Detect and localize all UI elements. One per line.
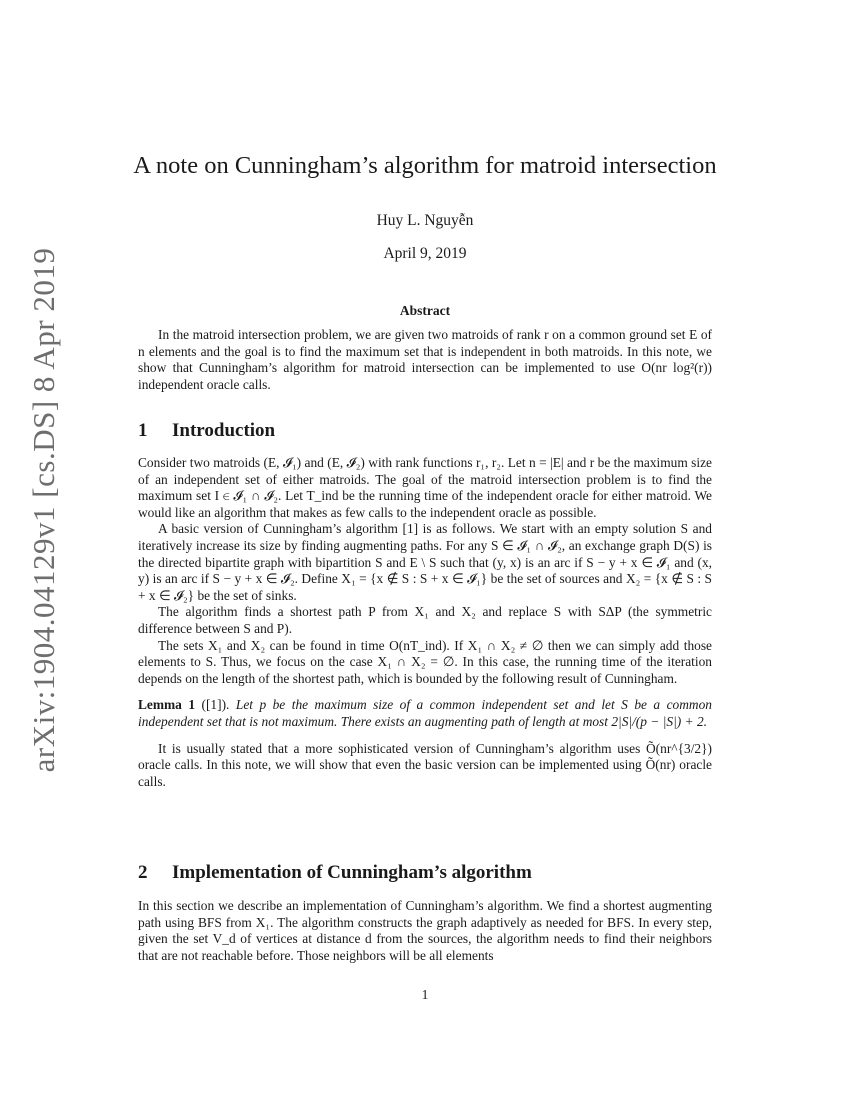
section-title: Introduction [172, 420, 276, 441]
introduction-body [138, 455, 712, 790]
paper-title: A note on Cunningham’s algorithm for matroid intersection [133, 152, 717, 179]
lemma-head: Lemma 1 [138, 697, 196, 713]
paragraph: It is usually stated that a more sophisticated version of Cunningham’s algorithm uses Õ(nr^{3/2}) oracle calls. In this note, we will show that even the basic version can be implemented using Õ(nr) oracle calls. [138, 740, 712, 789]
section-number: 2 [138, 862, 148, 883]
abstract-heading: Abstract [399, 303, 451, 318]
abstract-text: In the matroid intersection problem, we are given two matroids of rank r on a common ground set E of n elements and the goal is to find the maximum set that is independent in both matroids. In this note, we show that Cunningham’s algorithm for matroid intersection can be implemented to use O(nr log²(r)) independent oracle calls. [138, 327, 712, 392]
paragraph: The algorithm finds a shortest path P from X₁ and X₂ and replace S with SΔP (the symmetric difference between S and P). [138, 604, 712, 636]
paper-date: April 9, 2019 [383, 245, 467, 262]
paragraph: In this section we describe an implementation of Cunningham’s algorithm. We find a shortest augmenting path using BFS from X₁. The algorithm constructs the graph adaptively as needed for BFS. In every step, given the set V_d of vertices at distance d from the sources, the algorithm needs to find their neighbors that are not reachable before. Those neighbors will be all elements [138, 898, 712, 963]
section-heading-introduction [138, 420, 738, 442]
paper-author: Huy L. Nguyễn [376, 212, 474, 229]
arxiv-stamp: arXiv:1904.04129v1 [cs.DS] 8 Apr 2019 [26, 247, 61, 773]
paragraph: The sets X₁ and X₂ can be found in time O(nT_ind). If X₁ ∩ X₂ ≠ ∅ then we can simply add those elements to S. Thus, we focus on the case X₁ ∩ X₂ = ∅. In this case, the running time of the iteration depends on the length of the shortest path, which is bounded by the following result of Cunningham. [138, 637, 712, 686]
implementation-body [138, 898, 712, 964]
lemma-text: Let p be the maximum size of a common independent set and let S be a common independent set that is not maximum. There exists an augmenting path of length at most 2|S|/(p − |S|) + 2. [138, 697, 712, 729]
paragraph: Consider two matroids (E, 𝓘₁) and (E, 𝓘₂) with rank functions r₁, r₂. Let n = |E| and r be the maximum size of an independent set of either matroids. The goal of the matroid intersection problem is to find the maximum set I ∈ 𝓘₁ ∩ 𝓘₂. Let T_ind be the running time of the independent oracle for either matroid. We would like an algorithm that makes as few calls to the independent oracle as possible. [138, 455, 712, 520]
paragraph: A basic version of Cunningham’s algorithm [1] is as follows. We start with an empty solution S and iteratively increase its size by finding augmenting paths. For any S ∈ 𝓘₁ ∩ 𝓘₂, an exchange graph D(S) is the directed bipartite graph with bipartition S and E \ S such that (y, x) is an arc if S − y + x ∈ 𝓘₁ and (x, y) is an arc if S − y + x ∈ 𝓘₂. Define X₁ = {x ∉ S : S + x ∈ 𝓘₁} be the set of sources and X₂ = {x ∉ S : S + x ∈ 𝓘₂} be the set of sinks. [138, 521, 712, 603]
lemma-cite: ([1]). [201, 697, 230, 713]
section-number: 1 [138, 420, 148, 441]
page-number: 1 [421, 987, 429, 1002]
section-title: Implementation of Cunningham’s algorithm [172, 862, 532, 883]
lemma [138, 697, 712, 730]
section-heading-implementation [138, 862, 738, 884]
